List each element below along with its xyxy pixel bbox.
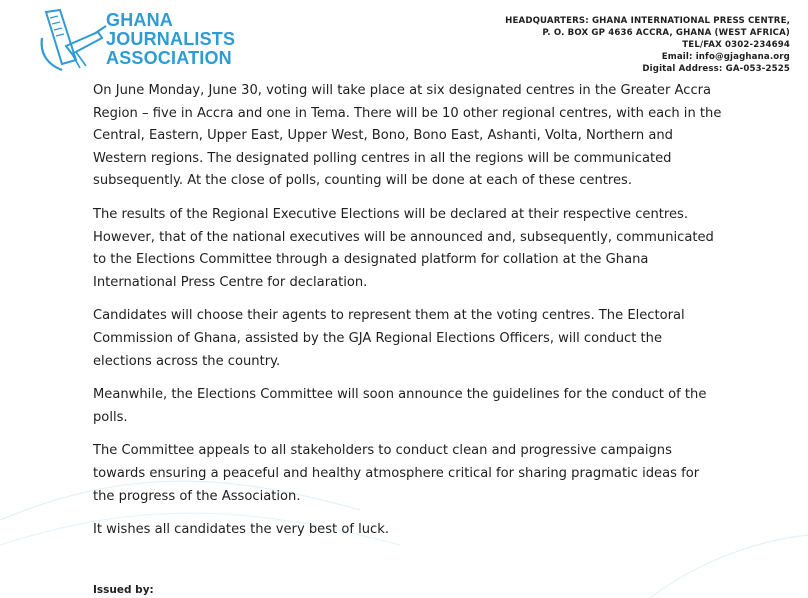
contact-email[interactable]: Email: info@gjaghana.org (661, 52, 790, 62)
paragraph-voting-centres: On June Monday, June 30, voting will take place at six designated centres in the Greater Accra Region – five in Accra and one in Tema. There will be 10 other regional centres, with each in the Central, Eastern, Upper East, Upper West, Bono, Bono East, Ashanti, Volta, Northern and Western regions. The designated polling centres in all the regions will be communicated subsequently. At the close of polls, counting will be done at each of these centres. (93, 83, 722, 189)
contact-headquarters: HEADQUARTERS: GHANA INTERNATIONAL PRESS CENTRE, (505, 16, 790, 26)
paragraph-wishes: It wishes all candidates the very best of luck. (93, 522, 390, 538)
paragraph-appeal: The Committee appeals to all stakeholders to conduct clean and progressive campaigns towards ensuring a peaceful and healthy atmosphere critical for sharing pragmatic ideas for the progress of the Association. (93, 443, 700, 504)
contact-block (505, 15, 790, 75)
contact-digital-address: Digital Address: GA-053-2525 (642, 64, 790, 74)
logo-line-association: ASSOCIATION (106, 48, 232, 68)
paragraph-guidelines: Meanwhile, the Elections Committee will soon announce the guidelines for the conduct of the polls. (93, 387, 707, 425)
issued-by-label: Issued by: (93, 584, 154, 596)
quill-newspaper-icon (36, 8, 110, 74)
contact-telfax: TEL/FAX 0302-234694 (682, 40, 790, 50)
logo-line-ghana: GHANA (106, 10, 173, 30)
paragraph-results: The results of the Regional Executive Elections will be declared at their respective centres. However, that of the national executives will be announced and, subsequently, communicated to the Elections Committee through a designated platform for collation at the Ghana International Press Centre for declaration. (93, 206, 714, 290)
contact-po-box: P. O. BOX GP 4636 ACCRA, GHANA (WEST AFRICA) (542, 28, 790, 38)
paragraph-agents: Candidates will choose their agents to represent them at the voting centres. The Electoral Commission of Ghana, assisted by the GJA Regional Elections Officers, will conduct the elections across the country. (93, 308, 685, 369)
logo-line-journalists: JOURNALISTS (106, 29, 236, 49)
gja-logo (36, 8, 246, 74)
letter-body (93, 80, 723, 553)
